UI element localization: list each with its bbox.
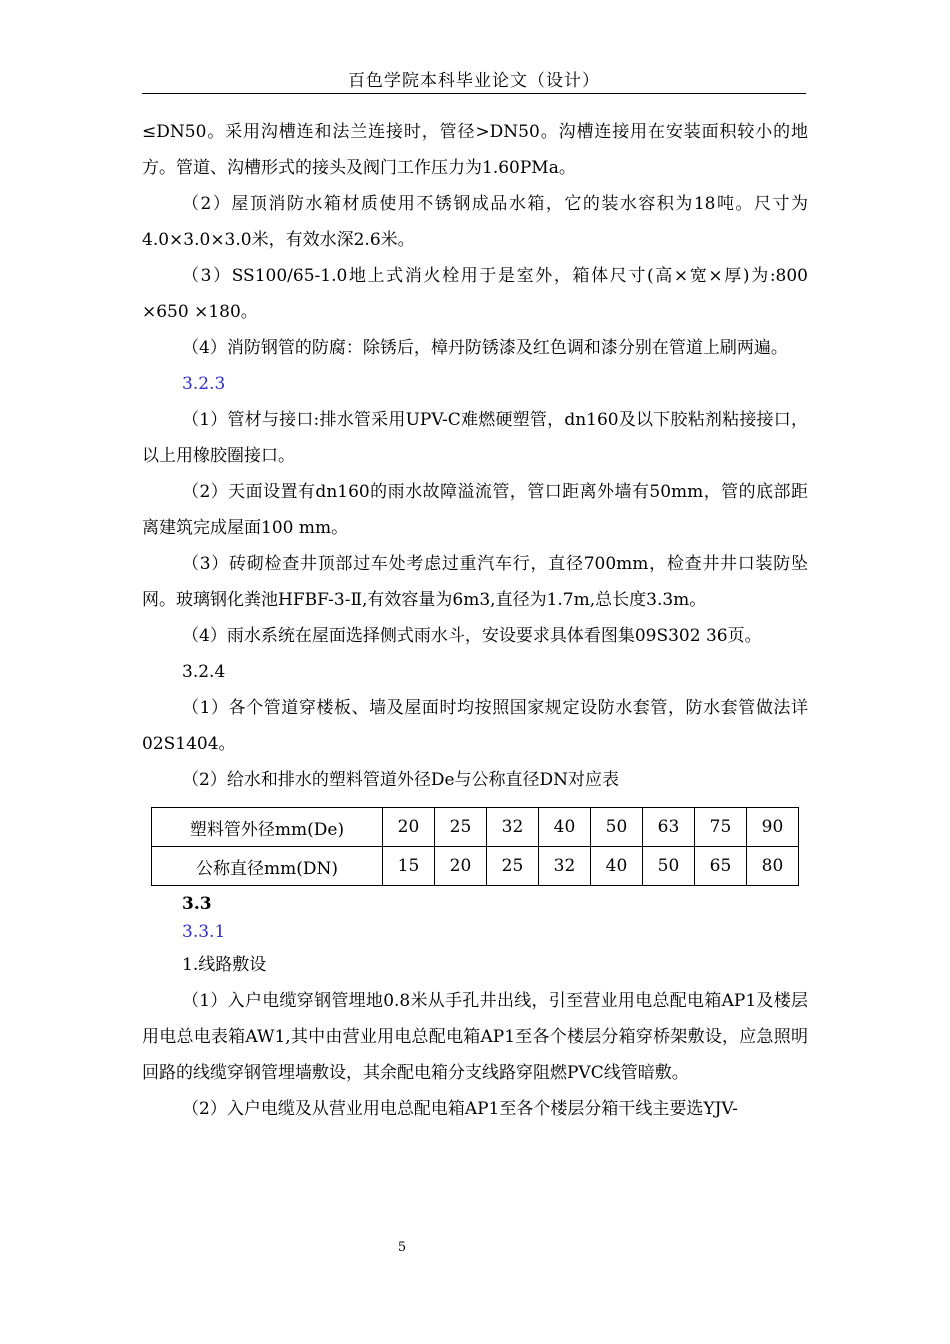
- paragraph: （1）入户电缆穿钢管埋地0.8米从手孔井出线，引至营业用电总配电箱AP1及楼层用电总电表箱AW1,其中由营业用电总配电箱AP1至各个楼层分箱穿桥架敷设，应急照明回路的线缆穿钢管埋墙敷设，其余配电箱分支线路穿阻燃PVC线管暗敷。: [142, 991, 808, 1083]
- paragraph: （4）雨水系统在屋面选择侧式雨水斗，安设要求具体看图集09S302 36页。: [182, 626, 762, 646]
- table-cell: 80: [747, 847, 799, 886]
- page-header: 百色学院本科毕业论文（设计）: [348, 71, 600, 91]
- page-number: 5: [397, 1240, 407, 1255]
- table-cell: 40: [539, 808, 591, 847]
- table-cell: 25: [487, 847, 539, 886]
- paragraph: （1）各个管道穿楼板、墙及屋面时均按照国家规定设防水套管，防水套管做法详02S1404。: [142, 698, 808, 754]
- section-heading-3-3: 3.3: [182, 894, 212, 914]
- table-cell: 25: [435, 808, 487, 847]
- table-cell: 75: [695, 808, 747, 847]
- section-heading-3-2-4: 3.2.4: [182, 662, 226, 682]
- paragraph: （2）屋顶消防水箱材质使用不锈钢成品水箱，它的装水容积为18吨。尺寸为4.0×3.0×3.0米，有效水深2.6米。: [142, 194, 808, 250]
- table-cell: 50: [643, 847, 695, 886]
- paragraph: ≤DN50。采用沟槽连和法兰连接时，管径>DN50。沟槽连接用在安装面积较小的地方。管道、沟槽形式的接头及阀门工作压力为1.60PMa。: [142, 122, 808, 178]
- paragraph: （2）给水和排水的塑料管道外径De与公称直径DN对应表: [182, 770, 620, 790]
- paragraph: （2）入户电缆及从营业用电总配电箱AP1至各个楼层分箱干线主要选YJV-: [182, 1099, 738, 1119]
- table-cell: 50: [591, 808, 643, 847]
- table-cell: 40: [591, 847, 643, 886]
- paragraph: （1）管材与接口:排水管采用UPV-C难燃硬塑管，dn160及以下胶粘剂粘接接口，以上用橡胶圈接口。: [142, 410, 808, 466]
- table-row: [152, 808, 799, 847]
- paragraph: （2）天面设置有dn160的雨水故障溢流管，管口距离外墙有50mm，管的底部距离建筑完成屋面100 mm。: [142, 482, 808, 538]
- table-cell: 32: [487, 808, 539, 847]
- table-row: [152, 847, 799, 886]
- item-title: 1.线路敷设: [182, 955, 267, 975]
- pipe-size-table: [151, 807, 799, 886]
- table-row-label: 塑料管外径mm(De): [152, 808, 383, 847]
- paragraph: （3）SS100/65-1.0地上式消火栓用于是室外，箱体尺寸(高×宽×厚)为:800 ×650 ×180。: [142, 266, 808, 322]
- table-row-label: 公称直径mm(DN): [152, 847, 383, 886]
- table-cell: 65: [695, 847, 747, 886]
- paragraph: （4）消防钢管的防腐：除锈后，樟丹防锈漆及红色调和漆分别在管道上刷两遍。: [182, 338, 788, 358]
- table-cell: 20: [435, 847, 487, 886]
- table-cell: 32: [539, 847, 591, 886]
- section-heading-3-3-1: 3.3.1: [182, 922, 226, 942]
- table-cell: 15: [383, 847, 435, 886]
- document-body: [142, 114, 808, 1127]
- table-cell: 20: [383, 808, 435, 847]
- table-cell: 63: [643, 808, 695, 847]
- table-cell: 90: [747, 808, 799, 847]
- paragraph: （3）砖砌检查井顶部过车处考虑过重汽车行，直径700mm，检查井井口装防坠网。玻璃钢化粪池HFBF-3-Ⅱ,有效容量为6m3,直径为1.7m,总长度3.3m。: [142, 554, 808, 610]
- header-rule: [142, 93, 806, 94]
- section-heading-3-2-3: 3.2.3: [182, 374, 226, 394]
